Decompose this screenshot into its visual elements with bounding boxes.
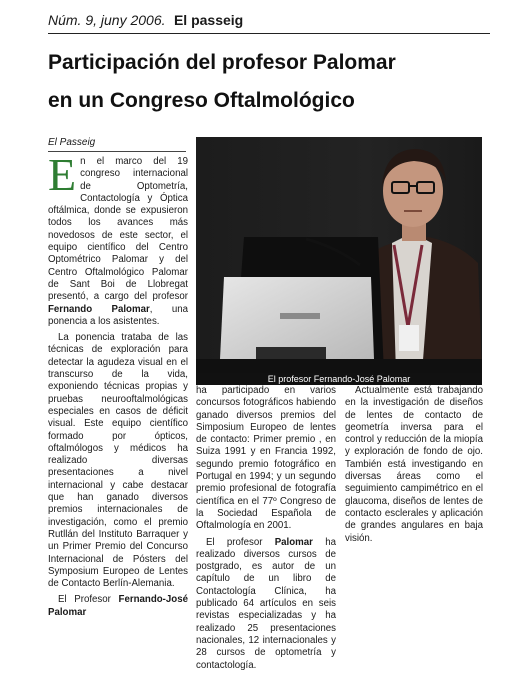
issue-label: Núm. 9, juny 2006. — [48, 12, 166, 28]
photo-caption: El profesor Fernando-José Palomar — [196, 373, 482, 385]
paragraph-2: La ponencia trataba de las técnicas de exploración para detectar la agudeza visual en el transcurso de la vida, exponiendo técnicas propias y pruebas neurooftalmológicas especiales en casos de déficit visual. Este equipo científico formado por ópticos, oftalmólogos y médicos ha realizado diversas presentaciones a nivel internacional y cabe destacar que han ganado diversos premios internacionales de investigación, como el premio Rutllán del Instituto Barraquer y un Primer Premio del Concurso Internacional de Pósters del Symposium Europeo de Lentes de Contacto Berlín-Alemania. — [48, 332, 188, 590]
paragraph-5: Actualmente está trabajando en la investigación de diseños de lentes de contacto de geometría inversa para el control y reducción de la miopía y exploración de fondo de ojo. También está investigando en diversas áreas como el seguimiento campimétrico en el glaucoma, diseños de lentes de contacto esclerales y aplicación de grandes angulares en baja visión. — [345, 385, 483, 544]
column-1 — [48, 149, 188, 623]
byline: El Passeig — [48, 137, 186, 152]
professor-name: Fernando-José Palomar — [48, 594, 188, 618]
article-title — [48, 44, 498, 120]
title-line-1: Participación del profesor Palomar — [48, 51, 396, 74]
title-line-2: en un Congreso Oftalmológico — [48, 89, 355, 112]
column-2 — [196, 385, 336, 676]
photo-illustration — [196, 137, 482, 373]
page-header — [48, 12, 490, 34]
drop-cap: E — [48, 149, 77, 200]
speaker-name: Fernando Palomar — [48, 303, 150, 315]
palomar-name: Palomar — [274, 536, 313, 548]
paragraph-4: El profesor Palomar ha realizado diversos cursos de postgrado, es autor de un capítulo de un libro de Contactología Clínica, ha publicado 64 artículos en seis revistas especializadas y ha realizado 25 presentaciones nacionales, 12 internacionales y 28 cursos de optometría y contactología. — [196, 536, 336, 671]
paragraph-3-start: El Profesor Fernando-José Palomar — [48, 594, 188, 618]
column-3 — [345, 385, 483, 549]
publication-name: El passeig — [173, 12, 244, 28]
paragraph-1: En el marco del 19 congreso internacional de Optometría, Contactología y Óptica oftálmica, donde se expusieron todos los avances más novedosos de este sector, el equipo científico del Centro Optométrico Palomar y del Centro Oftalmológico Palomar de Sant Boi de Llobregat presentó, a cargo del profesor Fernando Palomar, una ponencia a los asistentes. — [48, 149, 188, 327]
professor-photo — [196, 137, 482, 373]
paragraph-3: ha participado en varios concursos fotográficos habiendo ganado diversos premios del Simposium Europeo de lentes de contacto: Primer premio , en Suiza 1991 y en Francia 1992, segundo premio fotográfico en Portugal en 1994; y un segundo premio profesional de fotografía científica en el 77º Congreso de la Sociedad Española de Oftalmología en 2001. — [196, 385, 336, 532]
